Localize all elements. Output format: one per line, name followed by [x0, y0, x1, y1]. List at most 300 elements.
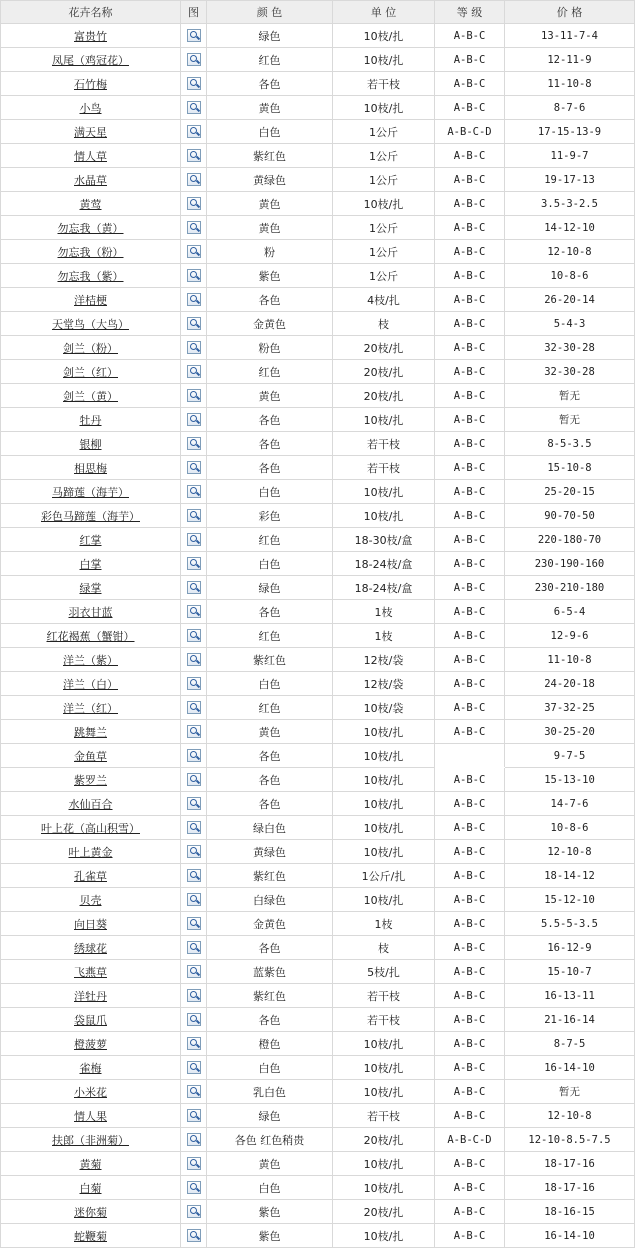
unit-cell: 10枝/扎	[333, 816, 435, 840]
flower-name-link[interactable]: 洋兰（紫）	[63, 653, 118, 667]
magnifier-icon[interactable]	[187, 125, 201, 138]
unit-cell: 10枝/扎	[333, 480, 435, 504]
image-cell	[181, 504, 207, 528]
magnifier-icon[interactable]	[187, 293, 201, 306]
flower-name-cell	[1, 1200, 181, 1224]
image-cell	[181, 312, 207, 336]
magnifier-icon[interactable]	[187, 1205, 201, 1218]
color-cell: 各色	[207, 768, 333, 792]
color-cell: 橙色	[207, 1032, 333, 1056]
unit-cell: 18-24枝/盒	[333, 576, 435, 600]
price-cell: 90-70-50	[505, 504, 635, 528]
magnifier-icon[interactable]	[187, 341, 201, 354]
color-cell: 紫红色	[207, 648, 333, 672]
flower-name-link[interactable]: 红花褐蕉（蟹钳）	[46, 629, 135, 643]
flower-name-link[interactable]: 马蹄莲（海芋）	[52, 485, 129, 499]
table-row	[1, 1080, 635, 1104]
color-cell: 红色	[207, 528, 333, 552]
table-row	[1, 384, 635, 408]
price-cell: 30-25-20	[505, 720, 635, 744]
unit-cell: 12枝/袋	[333, 672, 435, 696]
magnifier-icon[interactable]	[187, 557, 201, 570]
unit-cell: 若干枝	[333, 72, 435, 96]
flower-name-link[interactable]: 彩色马蹄莲（海芋）	[41, 509, 140, 523]
magnifier-icon[interactable]	[187, 437, 201, 450]
flower-name-link[interactable]: 富贵竹	[74, 29, 107, 43]
flower-name-link[interactable]: 勿忘我（紫）	[57, 269, 124, 283]
color-cell: 红色	[207, 48, 333, 72]
image-cell	[181, 768, 207, 792]
flower-name-link[interactable]: 石竹梅	[74, 77, 107, 91]
flower-name-link[interactable]: 剑兰（红）	[63, 365, 118, 379]
image-cell	[181, 1224, 207, 1248]
color-cell: 粉	[207, 240, 333, 264]
flower-name-link[interactable]: 孔雀草	[74, 869, 107, 883]
table-row	[1, 1224, 635, 1248]
image-cell	[181, 816, 207, 840]
magnifier-icon[interactable]	[187, 245, 201, 258]
grade-cell	[435, 744, 505, 768]
flower-name-link[interactable]: 情人草	[74, 149, 107, 163]
flower-name-cell	[1, 48, 181, 72]
table-row	[1, 864, 635, 888]
magnifier-icon[interactable]	[187, 53, 201, 66]
magnifier-icon[interactable]	[187, 893, 201, 906]
flower-name-link[interactable]: 牡丹	[79, 413, 102, 427]
unit-cell: 1枝	[333, 912, 435, 936]
flower-name-cell	[1, 648, 181, 672]
image-cell	[181, 96, 207, 120]
grade-cell: A-B-C	[435, 648, 505, 672]
table-row	[1, 264, 635, 288]
magnifier-icon[interactable]	[187, 773, 201, 786]
flower-name-link[interactable]: 跳舞兰	[74, 725, 107, 739]
flower-name-cell	[1, 288, 181, 312]
image-cell	[181, 912, 207, 936]
flower-name-link[interactable]: 贝壳	[79, 893, 102, 907]
magnifier-icon[interactable]	[187, 533, 201, 546]
color-cell: 黄色	[207, 216, 333, 240]
flower-name-link[interactable]: 天堂鸟（大鸟）	[52, 317, 129, 331]
unit-cell: 20枝/扎	[333, 360, 435, 384]
magnifier-icon[interactable]	[187, 173, 201, 186]
magnifier-icon[interactable]	[187, 845, 201, 858]
flower-name-cell	[1, 936, 181, 960]
grade-cell: A-B-C	[435, 552, 505, 576]
flower-name-cell	[1, 264, 181, 288]
unit-cell: 枝	[333, 936, 435, 960]
price-cell: 16-12-9	[505, 936, 635, 960]
flower-name-link[interactable]: 黄莺	[79, 197, 102, 211]
grade-cell: A-B-C	[435, 48, 505, 72]
image-cell	[181, 1128, 207, 1152]
grade-cell: A-B-C	[435, 1224, 505, 1248]
grade-cell: A-B-C	[435, 24, 505, 48]
unit-cell: 10枝/扎	[333, 1152, 435, 1176]
image-cell	[181, 888, 207, 912]
color-cell: 各色	[207, 600, 333, 624]
unit-cell: 若干枝	[333, 1008, 435, 1032]
magnifier-icon[interactable]	[187, 149, 201, 162]
image-cell	[181, 648, 207, 672]
price-cell: 14-12-10	[505, 216, 635, 240]
price-cell: 220-180-70	[505, 528, 635, 552]
image-cell	[181, 1056, 207, 1080]
color-cell: 白色	[207, 672, 333, 696]
grade-cell: A-B-C-D	[435, 1128, 505, 1152]
unit-cell: 1枝	[333, 600, 435, 624]
flower-name-link[interactable]: 羽衣甘蓝	[68, 605, 113, 619]
grade-cell: A-B-C	[435, 408, 505, 432]
table-row	[1, 144, 635, 168]
flower-name-link[interactable]: 相思梅	[74, 461, 107, 475]
grade-cell: A-B-C	[435, 672, 505, 696]
magnifier-icon[interactable]	[187, 365, 201, 378]
table-row	[1, 648, 635, 672]
magnifier-icon[interactable]	[187, 941, 201, 954]
flower-name-cell	[1, 1152, 181, 1176]
image-cell	[181, 960, 207, 984]
unit-cell: 若干枝	[333, 984, 435, 1008]
magnifier-icon[interactable]	[187, 629, 201, 642]
image-cell	[181, 288, 207, 312]
flower-name-cell	[1, 528, 181, 552]
grade-cell: A-B-C	[435, 96, 505, 120]
magnifier-icon[interactable]	[187, 77, 201, 90]
magnifier-icon[interactable]	[187, 221, 201, 234]
color-cell: 白绿色	[207, 888, 333, 912]
color-cell: 各色	[207, 456, 333, 480]
flower-name-cell	[1, 480, 181, 504]
magnifier-icon[interactable]	[187, 101, 201, 114]
unit-cell: 10枝/扎	[333, 96, 435, 120]
flower-name-cell	[1, 336, 181, 360]
table-row	[1, 792, 635, 816]
grade-cell: A-B-C	[435, 696, 505, 720]
flower-name-link[interactable]: 叶上黄金	[68, 845, 113, 859]
flower-name-cell	[1, 432, 181, 456]
magnifier-icon[interactable]	[187, 605, 201, 618]
magnifier-icon[interactable]	[187, 29, 201, 42]
magnifier-icon[interactable]	[187, 989, 201, 1002]
table-row	[1, 240, 635, 264]
grade-cell: A-B-C-D	[435, 120, 505, 144]
unit-cell: 1公斤	[333, 120, 435, 144]
unit-cell: 若干枝	[333, 456, 435, 480]
flower-name-cell	[1, 24, 181, 48]
flower-name-link[interactable]: 水仙百合	[68, 797, 113, 811]
image-cell	[181, 456, 207, 480]
unit-cell: 10枝/扎	[333, 744, 435, 768]
color-cell: 绿色	[207, 1104, 333, 1128]
flower-name-link[interactable]: 洋兰（白）	[63, 677, 118, 691]
flower-name-link[interactable]: 迷你菊	[74, 1205, 107, 1219]
flower-name-link[interactable]: 水晶草	[74, 173, 107, 187]
color-cell: 各色	[207, 1008, 333, 1032]
table-row	[1, 720, 635, 744]
flower-name-cell	[1, 1176, 181, 1200]
table-row	[1, 96, 635, 120]
flower-name-cell	[1, 552, 181, 576]
table-row	[1, 24, 635, 48]
color-cell: 绿色	[207, 576, 333, 600]
flower-name-link[interactable]: 橙菠萝	[74, 1037, 107, 1051]
unit-cell: 20枝/扎	[333, 1200, 435, 1224]
flower-name-link[interactable]: 飞燕草	[74, 965, 107, 979]
magnifier-icon[interactable]	[187, 701, 201, 714]
table-row	[1, 696, 635, 720]
unit-cell: 10枝/扎	[333, 192, 435, 216]
color-cell: 白色	[207, 1176, 333, 1200]
flower-name-cell	[1, 696, 181, 720]
price-cell: 8-7-5	[505, 1032, 635, 1056]
table-row	[1, 744, 635, 768]
unit-cell: 1公斤	[333, 168, 435, 192]
price-cell: 18-14-12	[505, 864, 635, 888]
flower-name-link[interactable]: 剑兰（粉）	[63, 341, 118, 355]
price-cell: 暂无	[505, 384, 635, 408]
image-cell	[181, 1032, 207, 1056]
unit-cell: 10枝/扎	[333, 840, 435, 864]
image-cell	[181, 144, 207, 168]
table-row	[1, 480, 635, 504]
table-row	[1, 1152, 635, 1176]
grade-cell: A-B-C	[435, 336, 505, 360]
color-cell: 各色	[207, 432, 333, 456]
table-row	[1, 456, 635, 480]
grade-cell: A-B-C	[435, 984, 505, 1008]
color-cell: 各色	[207, 744, 333, 768]
flower-name-link[interactable]: 绣球花	[74, 941, 107, 955]
table-row	[1, 984, 635, 1008]
image-cell	[181, 792, 207, 816]
color-cell: 紫色	[207, 1224, 333, 1248]
price-cell: 26-20-14	[505, 288, 635, 312]
color-cell: 彩色	[207, 504, 333, 528]
grade-cell: A-B-C	[435, 768, 505, 792]
flower-name-link[interactable]: 洋桔梗	[74, 293, 107, 307]
magnifier-icon[interactable]	[187, 797, 201, 810]
price-cell: 15-12-10	[505, 888, 635, 912]
magnifier-icon[interactable]	[187, 581, 201, 594]
grade-cell: A-B-C	[435, 240, 505, 264]
flower-name-link[interactable]: 黄菊	[79, 1157, 102, 1171]
image-cell	[181, 720, 207, 744]
price-cell: 18-16-15	[505, 1200, 635, 1224]
color-cell: 黄色	[207, 96, 333, 120]
color-cell: 黄绿色	[207, 840, 333, 864]
flower-name-link[interactable]: 向日葵	[74, 917, 107, 931]
table-row	[1, 1008, 635, 1032]
color-cell: 紫红色	[207, 984, 333, 1008]
flower-name-link[interactable]: 勿忘我（粉）	[57, 245, 124, 259]
magnifier-icon[interactable]	[187, 749, 201, 762]
flower-name-link[interactable]: 洋牡丹	[74, 989, 107, 1003]
magnifier-icon[interactable]	[187, 509, 201, 522]
flower-name-link[interactable]: 情人果	[74, 1109, 107, 1123]
grade-cell: A-B-C	[435, 624, 505, 648]
color-cell: 各色	[207, 72, 333, 96]
flower-name-cell	[1, 792, 181, 816]
magnifier-icon[interactable]	[187, 1181, 201, 1194]
color-cell: 黄色	[207, 1152, 333, 1176]
unit-cell: 10枝/扎	[333, 48, 435, 72]
price-cell: 25-20-15	[505, 480, 635, 504]
flower-name-link[interactable]: 叶上花（高山积雪）	[41, 821, 140, 835]
magnifier-icon[interactable]	[187, 317, 201, 330]
image-cell	[181, 216, 207, 240]
table-row	[1, 936, 635, 960]
magnifier-icon[interactable]	[187, 1085, 201, 1098]
price-cell: 8-7-6	[505, 96, 635, 120]
price-cell: 18-17-16	[505, 1152, 635, 1176]
flower-name-link[interactable]: 金鱼草	[74, 749, 107, 763]
flower-name-link[interactable]: 剑兰（黄）	[63, 389, 118, 403]
magnifier-icon[interactable]	[187, 485, 201, 498]
flower-name-cell	[1, 192, 181, 216]
flower-name-link[interactable]: 绿掌	[79, 581, 102, 595]
flower-name-link[interactable]: 雀梅	[79, 1061, 102, 1075]
color-cell: 金黄色	[207, 312, 333, 336]
color-cell: 红色	[207, 360, 333, 384]
magnifier-icon[interactable]	[187, 1013, 201, 1026]
flower-name-link[interactable]: 袋鼠爪	[74, 1013, 107, 1027]
table-row	[1, 72, 635, 96]
table-row	[1, 48, 635, 72]
flower-name-cell	[1, 120, 181, 144]
flower-name-link[interactable]: 小鸟	[79, 101, 102, 115]
flower-name-link[interactable]: 扶郎（非洲菊）	[52, 1133, 129, 1147]
unit-cell: 10枝/扎	[333, 888, 435, 912]
unit-cell: 10枝/扎	[333, 1224, 435, 1248]
flower-name-link[interactable]: 蛇鞭菊	[74, 1229, 107, 1243]
image-cell	[181, 360, 207, 384]
color-cell: 白色	[207, 1056, 333, 1080]
color-cell: 各色	[207, 792, 333, 816]
table-row	[1, 576, 635, 600]
flower-name-link[interactable]: 洋兰（红）	[63, 701, 118, 715]
price-cell: 11-10-8	[505, 648, 635, 672]
image-cell	[181, 600, 207, 624]
magnifier-icon[interactable]	[187, 1061, 201, 1074]
table-row	[1, 216, 635, 240]
table-row	[1, 120, 635, 144]
magnifier-icon[interactable]	[187, 1157, 201, 1170]
flower-name-link[interactable]: 银柳	[79, 437, 102, 451]
flower-name-cell	[1, 912, 181, 936]
color-cell: 红色	[207, 624, 333, 648]
unit-cell: 5枝/扎	[333, 960, 435, 984]
flower-name-link[interactable]: 勿忘我（黄）	[57, 221, 124, 235]
color-cell: 绿色	[207, 24, 333, 48]
flower-name-cell	[1, 1056, 181, 1080]
magnifier-icon[interactable]	[187, 413, 201, 426]
grade-cell: A-B-C	[435, 960, 505, 984]
table-row	[1, 168, 635, 192]
grade-cell: A-B-C	[435, 360, 505, 384]
grade-cell: A-B-C	[435, 480, 505, 504]
magnifier-icon[interactable]	[187, 1109, 201, 1122]
table-row	[1, 624, 635, 648]
price-cell: 9-7-5	[505, 744, 635, 768]
price-cell: 5.5-5-3.5	[505, 912, 635, 936]
flower-name-cell	[1, 144, 181, 168]
flower-name-cell	[1, 216, 181, 240]
magnifier-icon[interactable]	[187, 677, 201, 690]
magnifier-icon[interactable]	[187, 1037, 201, 1050]
flower-name-link[interactable]: 红掌	[79, 533, 102, 547]
flower-name-link[interactable]: 白菊	[79, 1181, 102, 1195]
table-row	[1, 1056, 635, 1080]
table-row	[1, 432, 635, 456]
magnifier-icon[interactable]	[187, 917, 201, 930]
flower-name-cell	[1, 816, 181, 840]
image-cell	[181, 384, 207, 408]
header-color: 颜 色	[207, 1, 333, 24]
flower-name-link[interactable]: 白掌	[79, 557, 102, 571]
image-cell	[181, 672, 207, 696]
image-cell	[181, 408, 207, 432]
flower-name-cell	[1, 1008, 181, 1032]
magnifier-icon[interactable]	[187, 389, 201, 402]
magnifier-icon[interactable]	[187, 1133, 201, 1146]
image-cell	[181, 336, 207, 360]
grade-cell: A-B-C	[435, 72, 505, 96]
flower-name-cell	[1, 312, 181, 336]
magnifier-icon[interactable]	[187, 821, 201, 834]
price-cell: 暂无	[505, 1080, 635, 1104]
table-row	[1, 288, 635, 312]
grade-cell: A-B-C	[435, 576, 505, 600]
image-cell	[181, 936, 207, 960]
grade-cell: A-B-C	[435, 1080, 505, 1104]
grade-cell: A-B-C	[435, 1032, 505, 1056]
unit-cell: 10枝/扎	[333, 720, 435, 744]
color-cell: 乳白色	[207, 1080, 333, 1104]
price-cell: 3.5-3-2.5	[505, 192, 635, 216]
flower-name-link[interactable]: 满天星	[74, 125, 107, 139]
flower-name-cell	[1, 240, 181, 264]
price-cell: 11-10-8	[505, 72, 635, 96]
image-cell	[181, 1176, 207, 1200]
flower-name-cell	[1, 1080, 181, 1104]
header-image: 图	[181, 1, 207, 24]
price-cell: 12-10-8.5-7.5	[505, 1128, 635, 1152]
flower-name-cell	[1, 96, 181, 120]
flower-name-cell	[1, 864, 181, 888]
magnifier-icon[interactable]	[187, 869, 201, 882]
magnifier-icon[interactable]	[187, 269, 201, 282]
magnifier-icon[interactable]	[187, 1229, 201, 1242]
image-cell	[181, 576, 207, 600]
table-row	[1, 960, 635, 984]
magnifier-icon[interactable]	[187, 197, 201, 210]
flower-name-link[interactable]: 紫罗兰	[74, 773, 107, 787]
magnifier-icon[interactable]	[187, 725, 201, 738]
image-cell	[181, 264, 207, 288]
price-cell: 230-190-160	[505, 552, 635, 576]
grade-cell: A-B-C	[435, 192, 505, 216]
flower-name-link[interactable]: 凤尾（鸡冠花）	[52, 53, 129, 67]
magnifier-icon[interactable]	[187, 653, 201, 666]
magnifier-icon[interactable]	[187, 461, 201, 474]
magnifier-icon[interactable]	[187, 965, 201, 978]
grade-cell: A-B-C	[435, 168, 505, 192]
color-cell: 红色	[207, 696, 333, 720]
flower-name-link[interactable]: 小米花	[74, 1085, 107, 1099]
unit-cell: 12枝/袋	[333, 648, 435, 672]
unit-cell: 若干枝	[333, 1104, 435, 1128]
